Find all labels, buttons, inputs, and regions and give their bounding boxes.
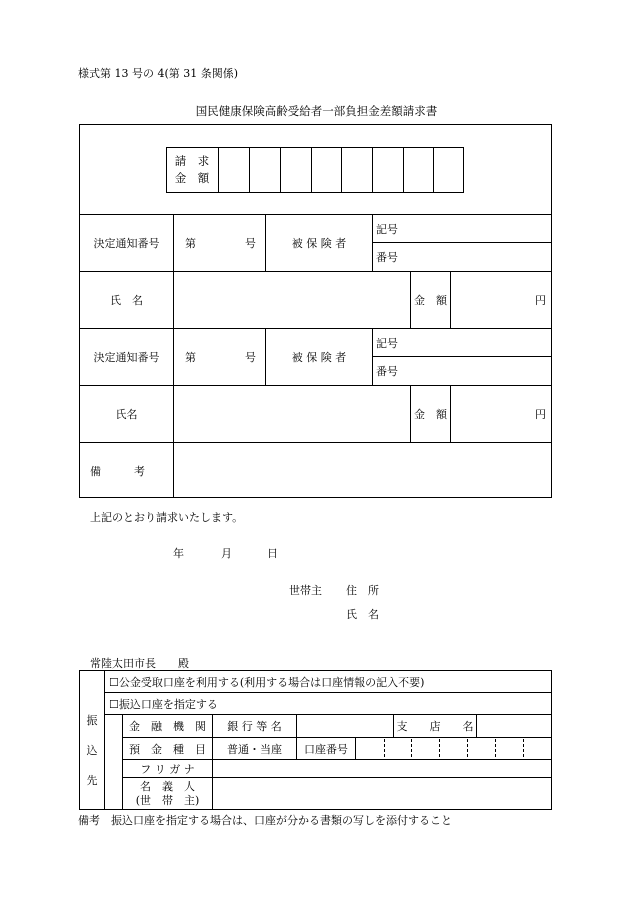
- householder-address-label: 住 所: [346, 584, 379, 597]
- date-month: 月: [221, 547, 232, 560]
- claim-digit-2[interactable]: [250, 148, 280, 192]
- claim-digit-7[interactable]: [404, 148, 433, 192]
- bango-label-2: 番号: [376, 365, 398, 378]
- branch-label: 支 店 名: [396, 720, 474, 733]
- date-day: 日: [267, 547, 278, 560]
- notice-number-label-1: 決定通知番号: [93, 237, 160, 250]
- claim-amount-label: 請 求 金 額: [174, 154, 210, 185]
- page-title: 国民健康保険高齢受給者一部負担金差額請求書: [195, 104, 438, 118]
- account-number-label: 口座番号: [304, 742, 348, 756]
- furigana-label: フ リ ガ ナ: [140, 762, 195, 776]
- footnote: 備考 振込口座を指定する場合は、口座が分かる書類の写しを添付すること: [78, 814, 452, 827]
- account-holder-label: 名 義 人 (世 帯 主): [135, 780, 200, 807]
- householder-label: 世帯主: [289, 584, 322, 597]
- transfer-side-label: 振 込 先: [86, 714, 98, 787]
- claim-digit-4[interactable]: [312, 148, 341, 192]
- claim-digit-8[interactable]: [434, 148, 463, 192]
- form-number: 様式第 13 号の 4(第 31 条関係): [78, 67, 239, 80]
- householder-name-label: 氏 名: [346, 608, 379, 621]
- notice-number-label-2: 決定通知番号: [93, 351, 160, 364]
- addressee: 常陸太田市長 殿: [90, 657, 189, 670]
- kigo-label-2: 記号: [376, 336, 398, 350]
- name-label-1: 氏 名: [110, 294, 143, 307]
- insured-label-2: 被 保 険 者: [291, 351, 347, 364]
- name-label-2: 氏名: [115, 408, 138, 421]
- claim-digit-6[interactable]: [373, 148, 403, 192]
- yen-label-2: 円: [535, 408, 546, 421]
- remarks-label: 備 考: [90, 464, 145, 478]
- amount-label-1: 金 額: [414, 294, 447, 307]
- notice-go-1: 号: [245, 237, 256, 250]
- insured-label-1: 被 保 険 者: [291, 237, 347, 250]
- bank-type-label: 銀 行 等 名: [227, 720, 282, 733]
- deposit-label: 預 金 種 目: [129, 742, 206, 756]
- kigo-label-1: 記号: [376, 222, 398, 236]
- claim-digit-3[interactable]: [281, 148, 311, 192]
- option-specify-account[interactable]: ☐振込口座を指定する: [109, 697, 218, 711]
- notice-go-2: 号: [245, 351, 256, 364]
- bank-label: 金 融 機 関: [129, 720, 206, 733]
- yen-label-1: 円: [535, 294, 546, 307]
- date-year: 年: [173, 547, 184, 560]
- notice-dai-1: 第: [185, 237, 196, 250]
- notice-dai-2: 第: [185, 351, 196, 364]
- deposit-type-label[interactable]: 普通・当座: [227, 742, 282, 756]
- amount-label-2: 金 額: [414, 408, 447, 421]
- bango-label-1: 番号: [376, 251, 398, 264]
- claim-digit-5[interactable]: [342, 148, 372, 192]
- option-public-account[interactable]: ☐公金受取口座を利用する(利用する場合は口座情報の記入不要): [109, 675, 425, 689]
- claim-digit-1[interactable]: [219, 148, 249, 192]
- request-statement: 上記のとおり請求いたします。: [90, 511, 244, 524]
